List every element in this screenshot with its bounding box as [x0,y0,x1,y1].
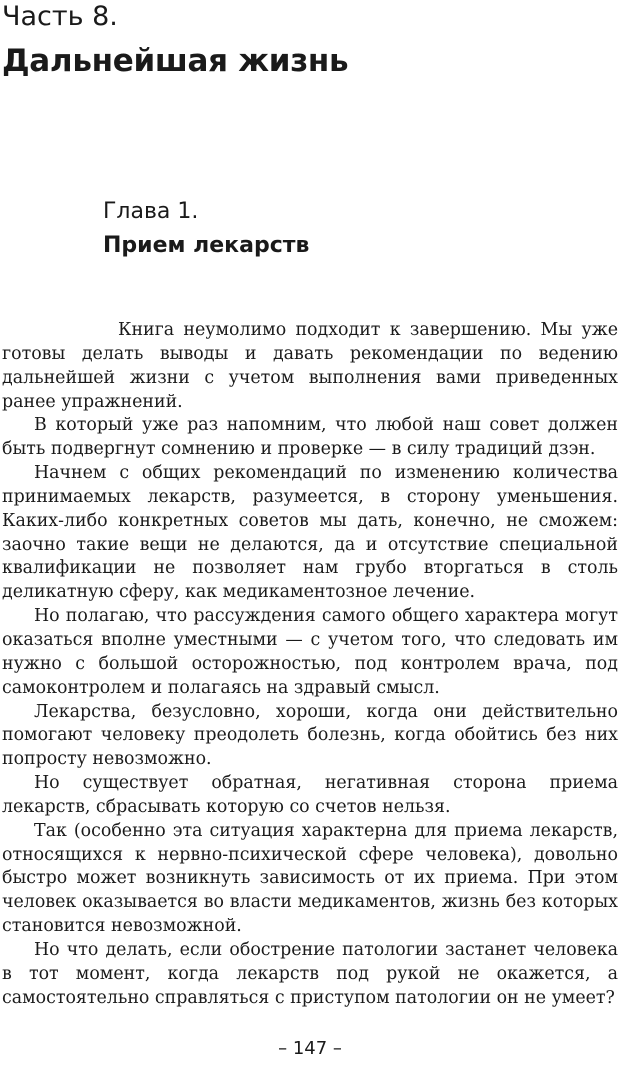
paragraph: Но полагаю, что рассуждения самого общего характера могут оказаться вполне уместными — с учетом того, что следовать им нужно с большой осторожностью, под контролем врача, под самоконтролем и полагаясь на здравый смысл. [2,606,618,698]
paragraph: Лекарства, безусловно, хороши, когда они действительно помогают человеку преодолеть болезнь, когда обойтись без них попросту невозможно. [2,701,618,770]
page-number: – 147 – [278,1038,342,1059]
body-text [2,319,618,1010]
part-title: Дальнейшая жизнь [2,43,349,79]
chapter-title: Прием лекарств [103,233,310,258]
paragraph: В который уже раз напомним, что любой наш совет должен быть подвергнут сомнению и проверке — в силу традиций дзэн. [2,415,618,460]
paragraph: Но что делать, если обострение патологии застанет человека в тот момент, когда лекарств под рукой не окажется, а самостоятельно справляться с приступом патологии он не умеет? [2,939,618,1008]
chapter-label: Глава 1. [103,199,199,224]
paragraph: Книга неумолимо подходит к завершению. Мы уже готовы делать выводы и давать рекомендации по ведению дальнейшей жизни с учетом выполнения вами приведенных ранее упражнений. [2,320,618,412]
paragraph: Так (особенно эта ситуация характерна для приема лекарств, относящихся к нервно-психической сфере человека), довольно быстро может возникнуть зависимость от их приема. При этом человек оказывается во власти медикаментов, жизнь без которых становится невозможной. [2,820,618,937]
paragraph: Начнем с общих рекомендаций по изменению количества принимаемых лекарств, разумеется, в сторону уменьшения. Каких-либо конкретных советов мы дать, конечно, не сможем: заочно такие вещи не делаются, да и отсутствие специальной квалификации не позволяет нам грубо вторгаться в столь деликатную сферу, как медикаментозное лечение. [2,463,618,603]
paragraph: Но существует обратная, негативная сторона приема лекарств, сбрасывать которую со счетов нельзя. [2,773,618,817]
part-label: Часть 8. [2,1,118,32]
